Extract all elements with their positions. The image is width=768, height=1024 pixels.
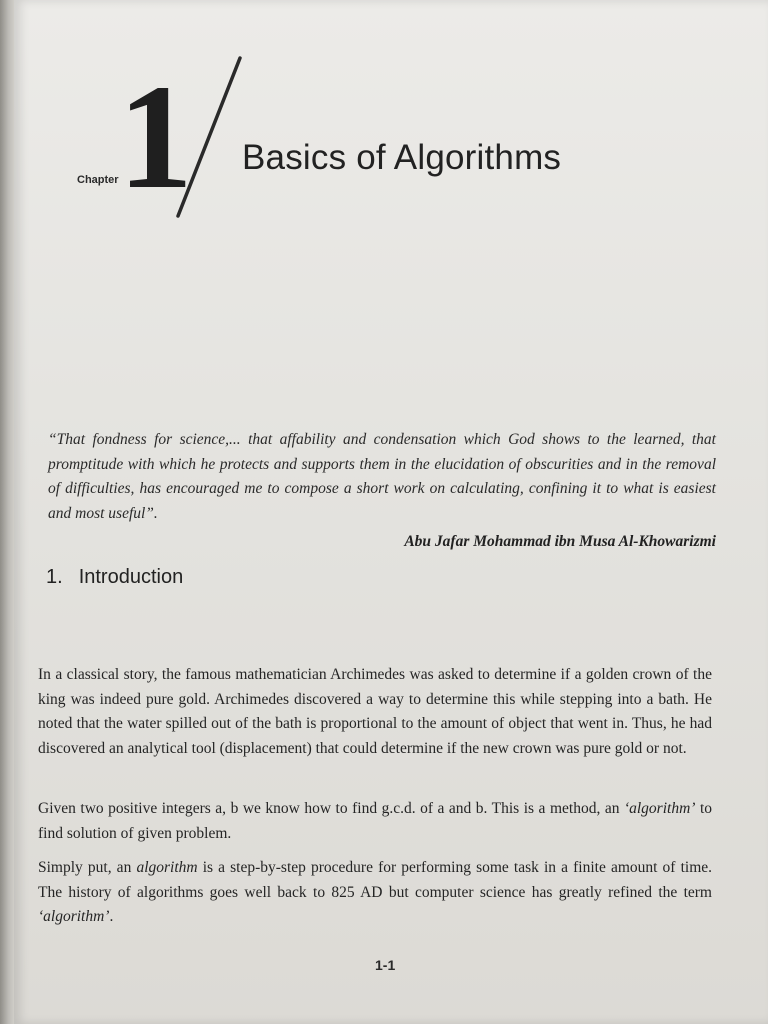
paragraph-gcd-text-2: to find solution of given problem.	[38, 800, 713, 842]
paragraph-definition-text-3: .	[109, 908, 114, 925]
chapter-label: Chapter	[77, 174, 119, 186]
paragraph-gcd-emphasis: ‘algorithm’	[623, 800, 696, 817]
paragraph-archimedes: In a classical story, the famous mathematician Archimedes was asked to determine if a golden crown of the king was indeed pure gold. Archimedes discovered a way to determine this while stepping into a bath. He noted that the water spilled out of the bath is proportional to the amount of object that went in. Thus, he had discovered an analytical tool (displacement) that could determine if the new crown was pure gold or not.	[38, 666, 712, 757]
paragraph-definition-text-2: is a step-by-step procedure for performing some task in a finite amount of time. The history of algorithms goes well back to 825 AD but computer science has greatly refined the term	[38, 859, 712, 901]
paragraph-gcd	[38, 797, 712, 846]
paragraph-definition-emphasis-2: ‘algorithm’	[38, 908, 110, 925]
page-number: 1-1	[375, 957, 396, 973]
section-number: 1.	[46, 566, 63, 588]
epigraph-author: Abu Jafar Mohammad ibn Musa Al-Khowarizmi	[404, 533, 716, 550]
paragraph-definition	[38, 856, 712, 930]
chapter-title: Basics of Algorithms	[242, 138, 562, 177]
epigraph-quote: “That fondness for science,... that affability and condensation which God shows to the learned, that promptitude with which he protects and supports them in the elucidation of obscurities and in the removal of difficulties, has encouraged me to compose a short work on calculating, confining it to what is easiest and most useful”.	[48, 431, 716, 522]
chapter-number: 1	[118, 54, 193, 220]
paragraph-gcd-text-1: Given two positive integers a, b we know how to find g.c.d. of a and b. This is a method, an	[38, 800, 624, 817]
section-heading	[46, 566, 183, 589]
section-title: Introduction	[78, 566, 184, 588]
paragraph-definition-emphasis-1: algorithm	[136, 859, 198, 876]
book-spine-shadow	[0, 0, 14, 1024]
paragraph-definition-text-1: Simply put, an	[38, 859, 137, 876]
